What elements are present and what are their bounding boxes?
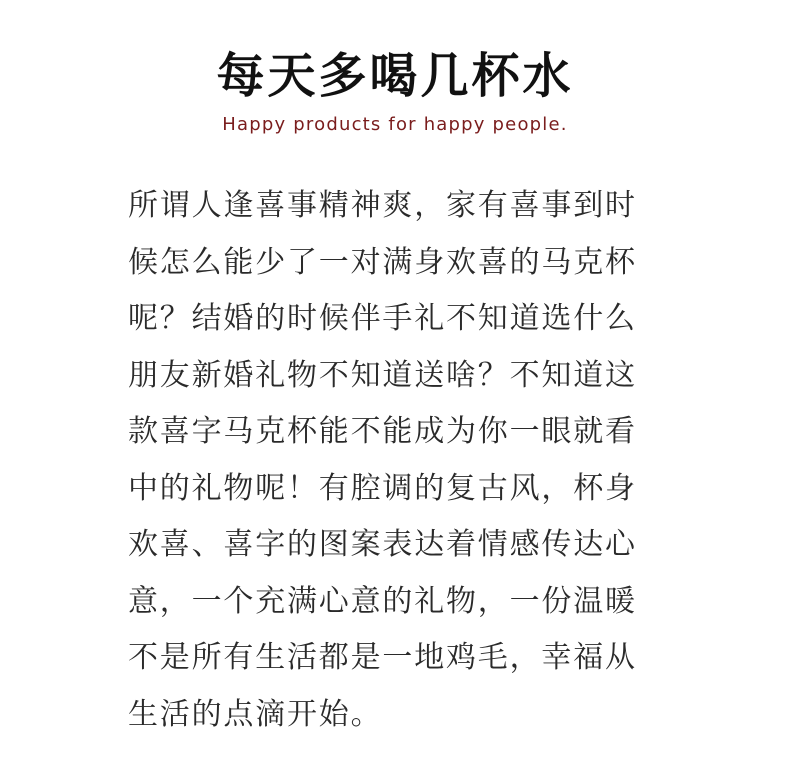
paragraph-line: 款喜字马克杯能不能成为你一眼就看: [128, 414, 637, 449]
paragraph-line: 朋友新婚礼物不知道送啥？不知道这: [128, 357, 637, 393]
paragraph-line: 中的礼物呢！有腔调的复古风，杯身: [128, 470, 637, 506]
page-title: 每天多喝几杯水: [216, 48, 574, 104]
paragraph-line: 呢？结婚的时候伴手礼不知道选什么: [128, 301, 637, 336]
paragraph-line: 生活的点滴开始。: [128, 696, 383, 732]
paragraph-line: 意，一个充满心意的礼物，一份温暖: [128, 583, 637, 619]
paragraph-line: 所谓人逢喜事精神爽，家有喜事到时: [128, 188, 637, 223]
paragraph-line: 欢喜、喜字的图案表达着情感传达心: [128, 527, 637, 562]
description-paragraph: [128, 178, 668, 743]
page-subtitle: Happy products for happy people.: [222, 114, 568, 135]
paragraph-line: 不是所有生活都是一地鸡毛，幸福从: [128, 640, 637, 675]
paragraph-line: 候怎么能少了一对满身欢喜的马克杯: [128, 244, 637, 280]
